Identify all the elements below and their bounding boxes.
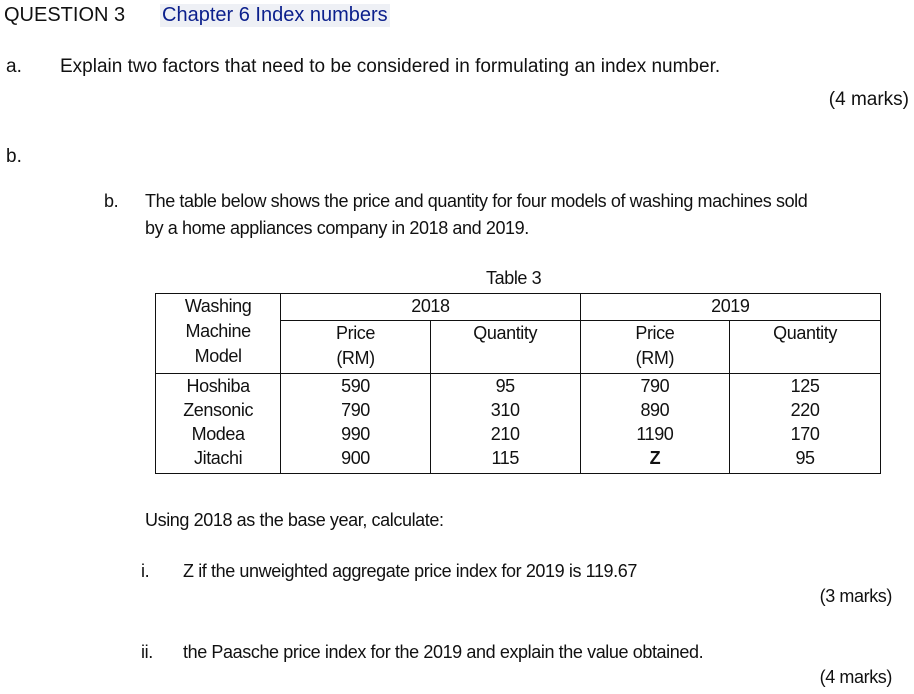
model-cell: Jitachi (156, 446, 281, 474)
qty-2019-cell: 95 (730, 446, 881, 474)
qty-2018-cell: 210 (430, 422, 580, 446)
quantity-2019-header: Quantity (730, 321, 881, 374)
price-2018-header-line2: (RM) (336, 348, 375, 368)
year-2018-header: 2018 (281, 294, 580, 321)
price-2018-cell: 590 (281, 374, 431, 399)
price-2019-cell: 890 (580, 398, 730, 422)
part-b-text-line1: The table below shows the price and quantity for four models of washing machines sold (145, 191, 808, 211)
subpart-i-marks: (3 marks) (819, 586, 892, 606)
qty-2019-cell: 220 (730, 398, 881, 422)
table-row (156, 374, 881, 399)
part-b-text-line2: by a home appliances company in 2018 and 2019. (145, 218, 529, 238)
part-b-outer-label: b. (6, 146, 22, 167)
table-row (156, 398, 881, 422)
price-2018-cell: 990 (281, 422, 431, 446)
table-row (156, 446, 881, 474)
chapter-title: Chapter 6 Index numbers (162, 4, 388, 26)
model-header-line2: Machine (185, 321, 251, 341)
instruction-using: Using 2018 as the base year, calculate: (145, 510, 444, 530)
price-2018-cell: 790 (281, 398, 431, 422)
price-2019-header (580, 321, 730, 374)
price-2019-header-line1: Price (635, 323, 675, 343)
question-label: QUESTION 3 (4, 4, 126, 26)
qty-2019-cell: 170 (730, 422, 881, 446)
model-cell: Zensonic (156, 398, 281, 422)
price-2019-cell: 790 (580, 374, 730, 399)
part-b-inner-label: b. (104, 191, 119, 211)
model-cell: Hoshiba (156, 374, 281, 399)
price-2019-header-line2: (RM) (635, 348, 675, 368)
quantity-2018-header: Quantity (430, 321, 580, 374)
subpart-i-label: i. (141, 561, 150, 581)
model-header (156, 294, 281, 374)
qty-2018-cell: 310 (430, 398, 580, 422)
year-2019-header: 2019 (580, 294, 880, 321)
qty-2019-cell: 125 (730, 374, 881, 399)
model-header-line3: Model (194, 346, 242, 366)
qty-2018-cell: 95 (430, 374, 580, 399)
price-2018-header (281, 321, 431, 374)
price-2018-cell: 900 (281, 446, 431, 474)
part-a-question: Explain two factors that need to be considered in formulating an index number. (60, 56, 721, 77)
price-quantity-table (155, 293, 881, 474)
model-cell: Modea (156, 422, 281, 446)
subpart-i-question: Z if the unweighted aggregate price index for 2019 is 119.67 (183, 561, 637, 581)
subpart-ii-question: the Paasche price index for the 2019 and explain the value obtained. (183, 642, 704, 662)
part-a-label: a. (6, 56, 22, 77)
part-a-marks: (4 marks) (828, 89, 909, 110)
model-header-line1: Washing (184, 296, 252, 316)
table-caption: Table 3 (486, 268, 542, 288)
table-row (156, 422, 881, 446)
qty-2018-cell: 115 (430, 446, 580, 474)
price-2019-cell: 1190 (580, 422, 730, 446)
subpart-ii-label: ii. (141, 642, 153, 662)
price-2018-header-line1: Price (336, 323, 376, 343)
subpart-ii-marks: (4 marks) (819, 667, 892, 687)
price-2019-unknown-z: Z (580, 446, 730, 474)
